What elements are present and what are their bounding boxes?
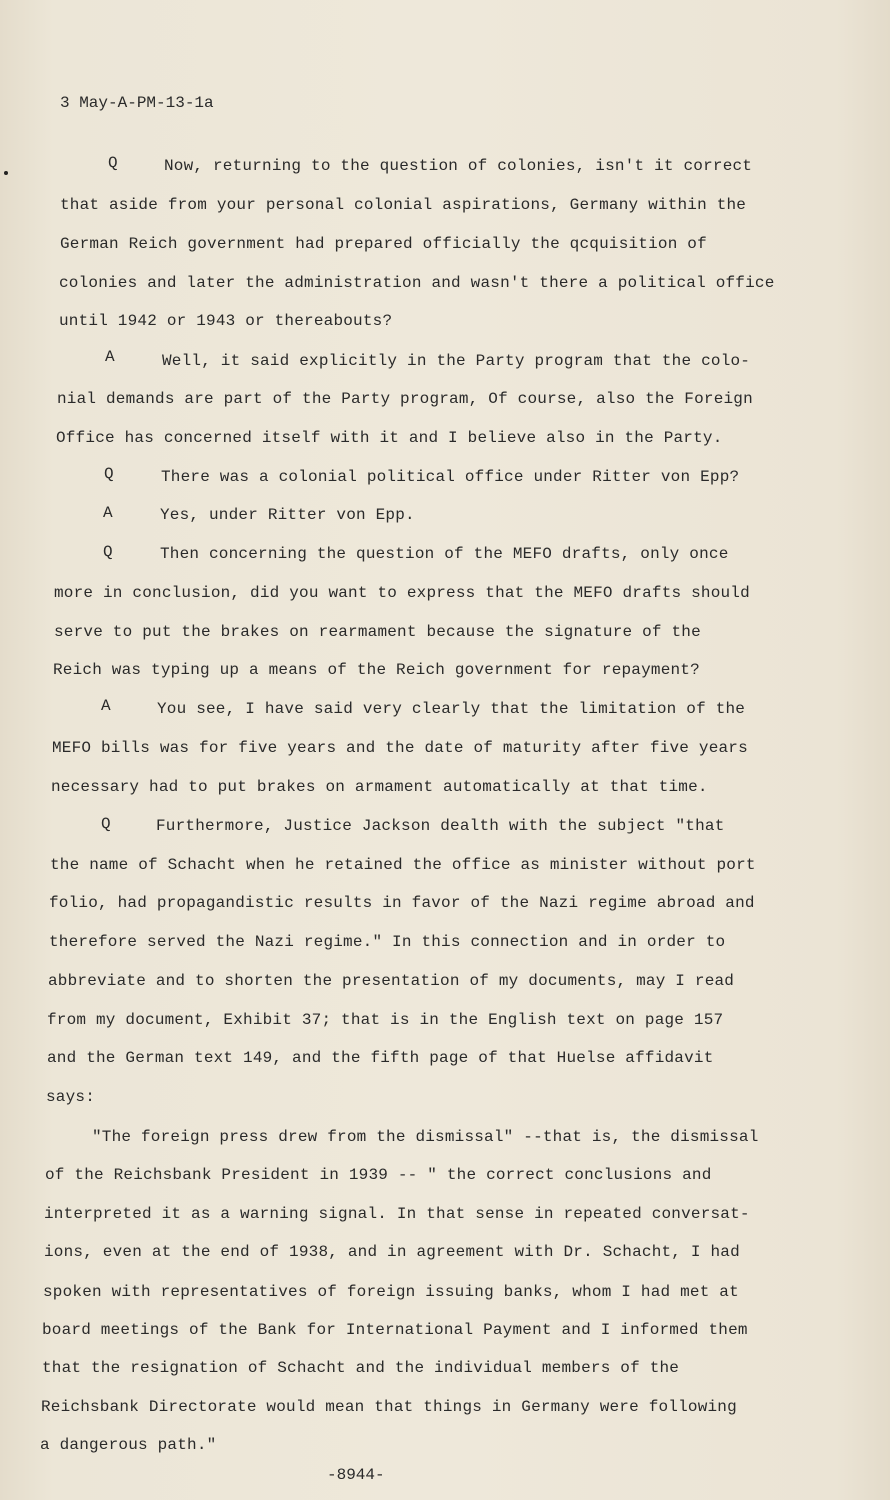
text-line: says: [46,1088,96,1106]
speaker-label: A [103,504,113,522]
quote-line: that the resignation of Schacht and the individual members of the [42,1359,680,1377]
quote-line: "The foreign press drew from the dismissal" --that is, the dismissal [92,1128,759,1146]
speaker-label: A [105,348,115,366]
text-line: Well, it said explicitly in the Party program that the colo- [162,352,751,370]
text-line: You see, I have said very clearly that the limitation of the [157,700,746,718]
text-line: colonies and later the administration and wasn't there a political office [59,274,775,292]
text-line: Office has concerned itself with it and I believe also in the Party. [56,429,723,447]
text-line: There was a colonial political office under Ritter von Epp? [161,468,740,486]
text-line: folio, had propagandistic results in favor of the Nazi regime abroad and [49,894,755,912]
quote-line: a dangerous path." [40,1436,217,1454]
text-line: Furthermore, Justice Jackson dealth with the subject "that [156,817,725,835]
text-line: therefore served the Nazi regime." In this connection and in order to [49,933,726,951]
quote-line: interpreted it as a warning signal. In that sense in repeated conversat- [44,1205,750,1223]
speaker-label: Q [108,154,118,172]
text-line: Yes, under Ritter von Epp. [160,506,415,524]
text-line: and the German text 149, and the fifth page of that Huelse affidavit [47,1049,714,1067]
text-line: until 1942 or 1943 or thereabouts? [59,312,393,330]
text-line: serve to put the brakes on rearmament because the signature of the [54,623,701,641]
quote-line: of the Reichsbank President in 1939 -- " the correct conclusions and [45,1166,712,1184]
quote-line: Reichsbank Directorate would mean that things in Germany were following [41,1398,737,1416]
text-line: Then concerning the question of the MEFO drafts, only once [160,545,729,563]
text-line: the name of Schacht when he retained the office as minister without port [50,856,756,874]
text-line: abbreviate and to shorten the presentation of my documents, may I read [48,972,735,990]
speaker-label: Q [104,465,114,483]
text-line: MEFO bills was for five years and the date of maturity after five years [52,739,748,757]
text-line: nial demands are part of the Party program, Of course, also the Foreign [57,390,753,408]
margin-mark [4,171,8,175]
speaker-label: A [101,697,111,715]
quote-line: spoken with representatives of foreign issuing banks, whom I had met at [43,1283,739,1301]
speaker-label: Q [103,543,113,561]
page-number: -8944- [327,1466,385,1484]
text-line: Now, returning to the question of colonies, isn't it correct [164,157,753,175]
text-line: from my document, Exhibit 37; that is in the English text on page 157 [47,1011,724,1029]
text-line: German Reich government had prepared officially the qcquisition of [60,235,707,253]
document-header-code: 3 May-A-PM-13-1a [60,94,214,112]
text-line: more in conclusion, did you want to express that the MEFO drafts should [54,584,750,602]
quote-line: ions, even at the end of 1938, and in agreement with Dr. Schacht, I had [44,1243,740,1261]
speaker-label: Q [101,815,111,833]
quote-line: board meetings of the Bank for International Payment and I informed them [42,1321,748,1339]
text-line: Reich was typing up a means of the Reich government for repayment? [53,661,700,679]
text-line: that aside from your personal colonial aspirations, Germany within the [60,196,747,214]
text-line: necessary had to put brakes on armament automatically at that time. [51,778,708,796]
